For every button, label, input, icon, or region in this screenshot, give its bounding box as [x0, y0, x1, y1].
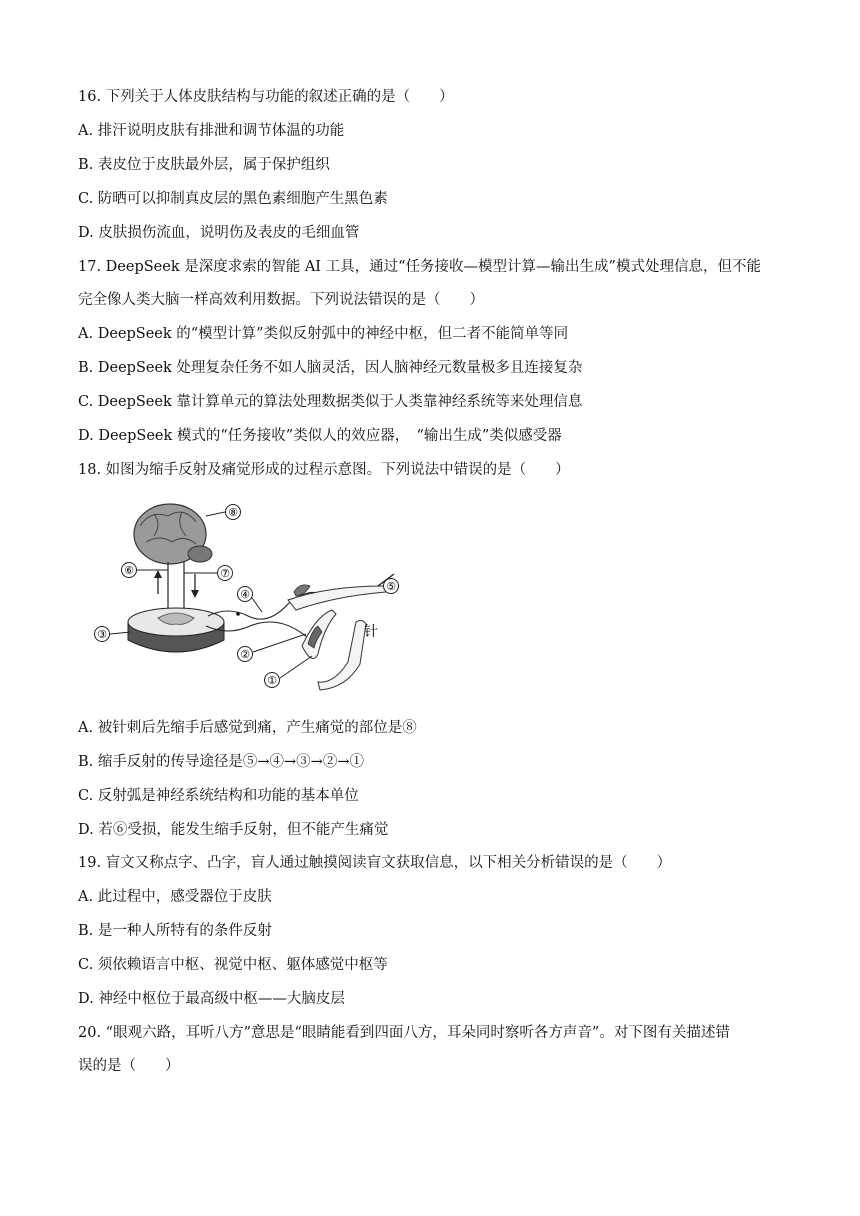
label-2 [238, 634, 307, 662]
label-6 [122, 563, 169, 578]
svg-text:⑧: ⑧ [228, 506, 238, 519]
q18-option-a: A. 被针刺后先缩手后感觉到痛，产生痛觉的部位是⑧ [78, 720, 417, 736]
svg-text:⑦: ⑦ [220, 567, 230, 580]
q20-stem-line1: 20. “眼观六路，耳听八方”意思是“眼睛能看到四面八方，耳朵同时察听各方声音”。对下图有关描述错 [78, 1025, 730, 1041]
q17-option-d: D. DeepSeek 模式的“任务接收”类似人的效应器， “输出生成”类似感受器 [78, 428, 562, 444]
q19-option-a: A. 此过程中，感受器位于皮肤 [78, 889, 272, 905]
reflex-arc-figure [88, 494, 418, 698]
q17-option-a: A. DeepSeek 的“模型计算”类似反射弧中的神经中枢，但二者不能简单等同 [78, 326, 569, 342]
svg-text:③: ③ [97, 628, 107, 641]
q17-option-c: C. DeepSeek 靠计算单元的算法处理数据类似于人类靠神经系统等来处理信息 [78, 394, 583, 410]
q16-option-c: C. 防晒可以抑制真皮层的黑色素细胞产生黑色素 [78, 191, 388, 207]
q19-option-d: D. 神经中枢位于最高级中枢——大脑皮层 [78, 991, 345, 1007]
q17-stem-line1: 17. DeepSeek 是深度求索的智能 AI 工具，通过“任务接收—模型计算—输出生成”模式处理信息，但不能 [78, 259, 761, 275]
svg-text:⑥: ⑥ [124, 564, 134, 577]
label-needle: 针 [364, 624, 378, 640]
q16-option-a: A. 排汗说明皮肤有排泄和调节体温的功能 [78, 123, 345, 139]
brain-illustration [134, 504, 212, 564]
q17-stem-line2: 完全像人类大脑一样高效利用数据。下列说法错误的是（ ） [78, 292, 484, 308]
svg-text:⑤: ⑤ [386, 580, 396, 593]
svg-text:④: ④ [240, 588, 250, 601]
q18-option-d: D. 若⑥受损，能发生缩手反射，但不能产生痛觉 [78, 822, 389, 838]
q16-option-b: B. 表皮位于皮肤最外层，属于保护组织 [78, 157, 330, 173]
q19-option-b: B. 是一种人所特有的条件反射 [78, 923, 272, 939]
spinal-cord-section [128, 608, 224, 652]
q20-stem-line2: 误的是（ ） [78, 1058, 180, 1074]
svg-text:②: ② [240, 648, 250, 661]
label-3 [95, 627, 131, 642]
q19-option-c: C. 须依赖语言中枢、视觉中枢、躯体感觉中枢等 [78, 957, 388, 973]
q18-option-b: B. 缩手反射的传导途径是⑤→④→③→②→① [78, 754, 364, 770]
q16-stem: 16. 下列关于人体皮肤结构与功能的叙述正确的是（ ） [78, 89, 454, 105]
q16-option-d: D. 皮肤损伤流血，说明伤及表皮的毛细血管 [78, 225, 360, 241]
label-5 [384, 579, 399, 594]
svg-text:①: ① [267, 674, 277, 687]
label-4 [238, 587, 263, 613]
label-7 [184, 566, 233, 581]
label-8 [206, 505, 241, 520]
q19-stem: 19. 盲文又称点字、凸字，盲人通过触摸阅读盲文获取信息，以下相关分析错误的是（ ） [78, 855, 672, 871]
q18-option-c: C. 反射弧是神经系统结构和功能的基本单位 [78, 788, 359, 804]
q18-stem: 18. 如图为缩手反射及痛觉形成的过程示意图。下列说法中错误的是（ ） [78, 462, 570, 478]
label-1 [265, 656, 313, 688]
q17-option-b: B. DeepSeek 处理复杂任务不如人脑灵活，因人脑神经元数量极多且连接复杂 [78, 360, 583, 376]
